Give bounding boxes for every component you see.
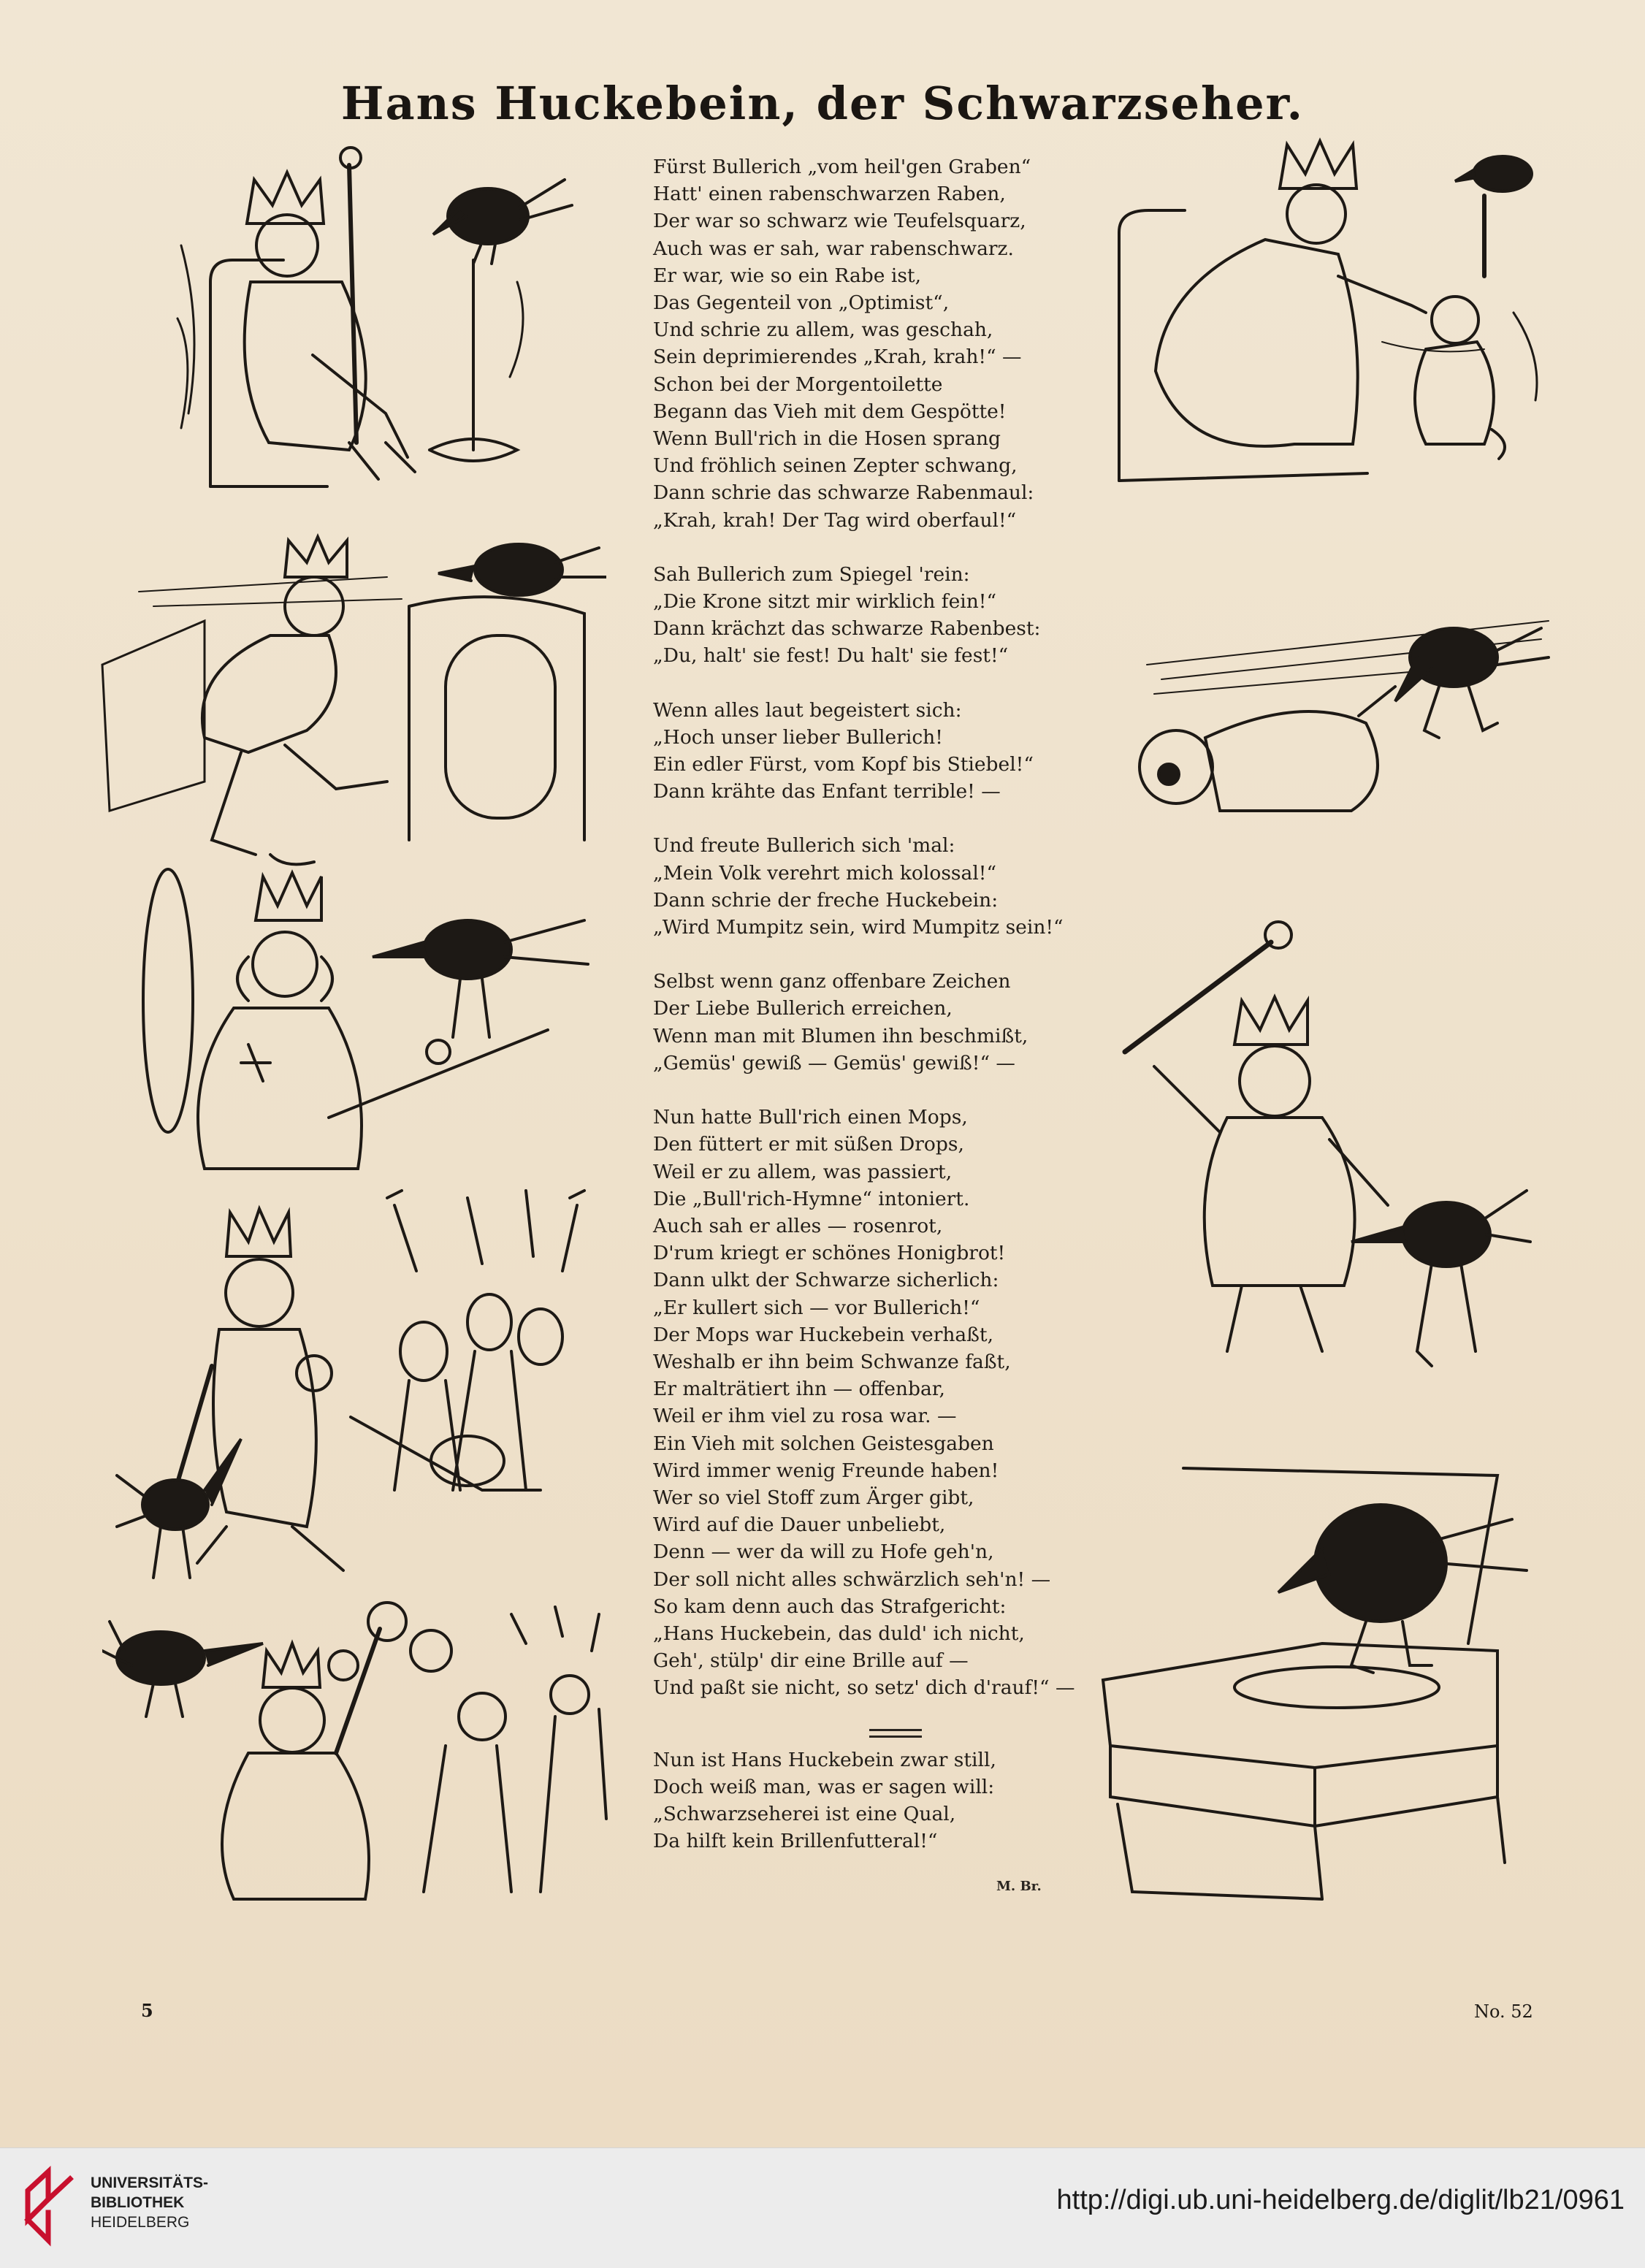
poem-line: Weil er ihm viel zu rosa war. — <box>653 1405 957 1428</box>
poem-line: „Die Krone sitzt mir wirklich fein!“ <box>653 590 996 614</box>
poem-line: Der war so schwarz wie Teufelsquarz, <box>653 210 1026 233</box>
poem-stanza-1 <box>653 153 1106 534</box>
poem-line: Der Mops war Huckebein verhaßt, <box>653 1323 994 1346</box>
poem-line: „Er kullert sich — vor Bullerich!“ <box>653 1296 980 1319</box>
illustration-king-dressing-raven-on-bed <box>95 533 606 877</box>
poem-line: Und fröhlich seinen Zepter schwang, <box>653 454 1018 478</box>
poem-line: Auch sah er alles — rosenrot, <box>653 1214 943 1237</box>
page-title: Hans Huckebein, der Schwarzseher. <box>340 77 1305 130</box>
poem-line: Wenn alles laut begeistert sich: <box>653 698 962 722</box>
poem-line: Sah Bullerich zum Spiegel 'rein: <box>653 562 970 586</box>
poem-line: Dann schrie das schwarze Rabenmaul: <box>653 481 1034 505</box>
poem-line: So kam denn auch das Strafgericht: <box>653 1595 1007 1618</box>
poem-line: Wird auf die Dauer unbeliebt, <box>653 1513 946 1537</box>
poem-line: „Schwarzseherei ist eine Qual, <box>653 1802 956 1825</box>
poem-line: Geh', stülp' dir eine Brille auf — <box>653 1649 969 1673</box>
permalink-url[interactable]: http://digi.ub.uni-heidelberg.de/diglit/lb21/0961 <box>1056 2185 1625 2215</box>
poem-line: „Wird Mumpitz sein, wird Mumpitz sein!“ <box>653 916 1064 939</box>
poem-text <box>653 153 1106 1882</box>
section-divider <box>869 1729 922 1738</box>
illustration-crowd-throwing-flowers <box>102 1600 614 1906</box>
poem-line: Dann schrie der freche Huckebein: <box>653 888 999 912</box>
poem-line: Begann das Vieh mit dem Gespötte! <box>653 400 1007 423</box>
poem-stanza-3 <box>653 697 1106 806</box>
poem-line: D'rum kriegt er schönes Honigbrot! <box>653 1242 1006 1265</box>
poem-line: Dann krächzt das schwarze Rabenbest: <box>653 617 1041 641</box>
issue-number: No. 52 <box>1474 2001 1533 2022</box>
poem-line: Nun hatte Bull'rich einen Mops, <box>653 1106 968 1129</box>
poem-line: Dann ulkt der Schwarze sicherlich: <box>653 1269 999 1292</box>
illustration-raven-biting-pug <box>1118 599 1556 818</box>
poem-line: Nun ist Hans Huckebein zwar still, <box>653 1748 996 1771</box>
poem-line: Weshalb er ihn beim Schwanze faßt, <box>653 1350 1011 1373</box>
poem-line: Sein deprimierendes „Krah, krah!“ — <box>653 345 1022 369</box>
library-name-line: UNIVERSITÄTS- <box>91 2175 209 2191</box>
poem-line: Er malträtiert ihn — offenbar, <box>653 1378 945 1401</box>
poem-line: „Du, halt' sie fest! Du halt' sie fest!“ <box>653 644 1009 668</box>
illustration-king-at-mirror-raven <box>139 862 599 1191</box>
poem-line: Denn — wer da will zu Hofe geh'n, <box>653 1540 994 1564</box>
illustration-king-on-throne-with-raven <box>167 136 583 501</box>
poem-stanza-6 <box>653 1104 1106 1701</box>
poem-line: Selbst wenn ganz offenbare Zeichen <box>653 970 1011 993</box>
author-signature: M. Br. <box>996 1879 1042 1894</box>
poem-line: Wenn Bull'rich in die Hosen sprang <box>653 427 1001 451</box>
poem-stanza-5 <box>653 968 1106 1077</box>
poem-line: Den füttert er mit süßen Drops, <box>653 1133 964 1156</box>
poem-line: Fürst Bullerich „vom heil'gen Graben“ <box>653 156 1031 178</box>
poem-stanza-2 <box>653 561 1106 670</box>
poem-line: Da hilft kein Brillenfutteral!“ <box>653 1830 938 1853</box>
poem-line: „Krah, krah! Der Tag wird oberfaul!“ <box>653 508 1017 532</box>
poem-line: Das Gegenteil von „Optimist“, <box>653 291 950 315</box>
poem-line: Der Liebe Bullerich erreichen, <box>653 997 953 1020</box>
illustration-crowd-cheering-king <box>102 1183 606 1607</box>
poem-line: Ein Vieh mit solchen Geistesgaben <box>653 1432 994 1455</box>
library-name-line: HEIDELBERG <box>91 2214 190 2231</box>
poem-line: Wer so viel Stoff zum Ärger gibt, <box>653 1486 974 1509</box>
poem-line: Wenn man mit Blumen ihn beschmißt, <box>653 1024 1028 1047</box>
illustration-king-with-scepter-raven <box>1110 898 1534 1381</box>
poem-line: Der soll nicht alles schwärzlich seh'n! — <box>653 1568 1051 1591</box>
illustration-king-feeding-pug <box>1104 137 1557 488</box>
poem-line: „Hoch unser lieber Bullerich! <box>653 725 943 749</box>
page-number: 5 <box>141 2000 153 2021</box>
poem-epilogue <box>653 1746 1106 1855</box>
poem-line: Doch weiß man, was er sagen will: <box>653 1775 995 1798</box>
poem-line: „Hans Huckebein, das duld' ich nicht, <box>653 1622 1025 1645</box>
poem-line: Und schrie zu allem, was geschah, <box>653 318 993 342</box>
poem-line: Die „Bull'rich-Hymne“ intoniert. <box>653 1187 970 1210</box>
library-name-line: BIBLIOTHEK <box>91 2194 185 2211</box>
poem-line: Wird immer wenig Freunde haben! <box>653 1459 999 1482</box>
poem-line: Er war, wie so ein Rabe ist, <box>653 264 921 287</box>
library-name <box>91 2173 208 2232</box>
poem-line: Schon bei der Morgentoilette <box>653 373 943 396</box>
poem-line: Dann krähte das Enfant terrible! — <box>653 780 1001 803</box>
poem-line: Auch was er sah, war rabenschwarz. <box>653 237 1014 260</box>
university-library-logo[interactable] <box>19 2161 80 2249</box>
poem-line: „Gemüs' gewiß — Gemüs' gewiß!“ — <box>653 1051 1015 1074</box>
poem-line: Und freute Bullerich sich 'mal: <box>653 834 955 858</box>
illustration-raven-on-spectacle-case <box>1088 1454 1534 1906</box>
poem-line: Weil er zu allem, was passiert, <box>653 1160 953 1183</box>
viewer-footer <box>0 2147 1645 2268</box>
poem-line: Ein edler Fürst, vom Kopf bis Stiebel!“ <box>653 753 1034 776</box>
poem-stanza-4 <box>653 832 1106 941</box>
poem-line: Und paßt sie nicht, so setz' dich d'rauf!“ — <box>653 1676 1075 1700</box>
poem-line: „Mein Volk verehrt mich kolossal!“ <box>653 861 996 885</box>
poem-line: Hatt' einen rabenschwarzen Raben, <box>653 183 1006 206</box>
